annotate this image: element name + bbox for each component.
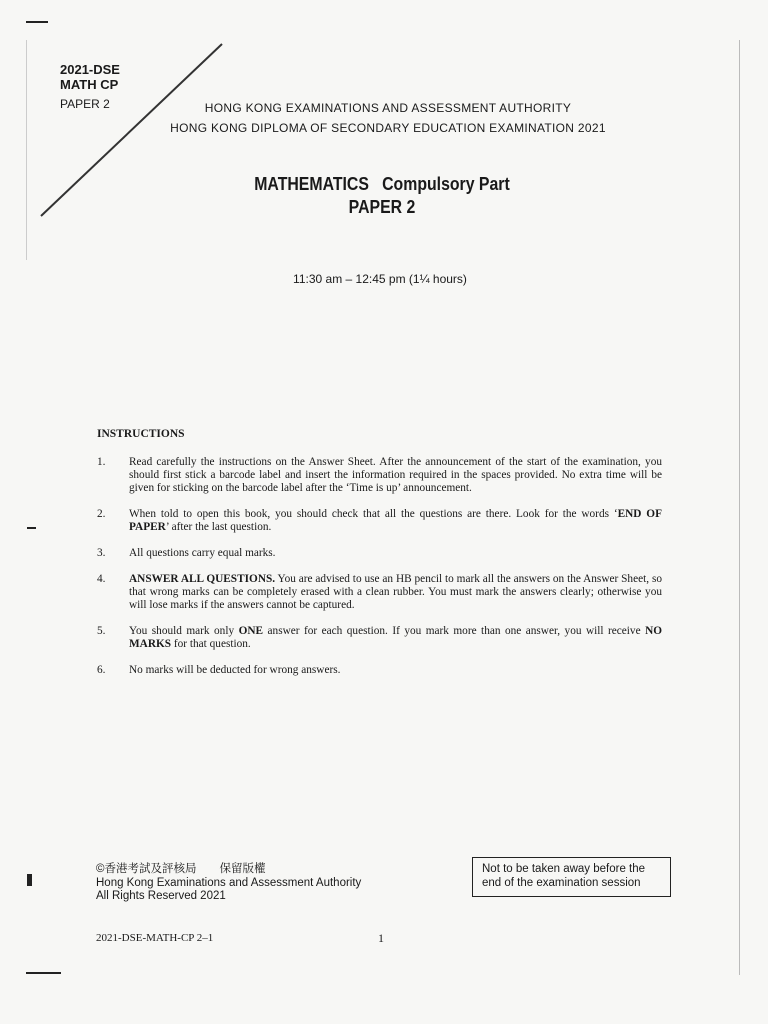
notice-line-2: end of the examination session [482, 877, 641, 889]
instruction-text-part: for that question. [171, 638, 251, 650]
instruction-item [97, 508, 662, 534]
authority-line-1: HONG KONG EXAMINATIONS AND ASSESSMENT AUTHORITY [204, 101, 572, 115]
instruction-number: 4. [97, 573, 106, 585]
instruction-number: 2. [97, 508, 106, 520]
copyright-authority: Hong Kong Examinations and Assessment Authority [96, 876, 362, 889]
instruction-text: Read carefully the instructions on the Answer Sheet. After the announcement of the start of the examination, you should first stick a barcode label and insert the information required in the spaces provided. No extra time will be given for sticking on the barcode label after the ‘Time is up’ announcement. [129, 456, 662, 494]
instruction-bold-text: NO MARKS [129, 625, 663, 650]
copyright-chinese: ©香港考試及評核局 保留版權 [96, 863, 266, 875]
instruction-number: 3. [97, 547, 106, 559]
instruction-text-part: ’ after the last question. [165, 521, 272, 533]
instruction-text [129, 625, 662, 651]
footer-paper-code: 2021-DSE-MATH-CP 2–1 [96, 932, 214, 944]
instruction-text-part: You should mark only [129, 625, 239, 637]
exam-time: 11:30 am – 12:45 pm (1¼ hours) [293, 272, 467, 286]
instruction-number: 6. [97, 664, 106, 676]
instruction-text [129, 508, 662, 534]
instruction-number: 5. [97, 625, 106, 637]
instruction-text-part: You are advised to use an HB pencil to mark all the answers on the Answer Sheet, so that wrong marks can be completely erased with a clean rubber. You must mark the answers clearly; otherwise you will lose marks if the answers cannot be captured. [129, 573, 662, 611]
paper-code: PAPER 2 [60, 97, 110, 111]
notice-line-1: Not to be taken away before the [482, 863, 646, 875]
instruction-item [97, 625, 662, 651]
instruction-bold-text: ANSWER ALL QUESTIONS. [129, 573, 276, 585]
page-title: MATHEMATICS Compulsory Part [254, 174, 510, 194]
subject-code: MATH CP [60, 77, 119, 92]
copyright-block [96, 863, 361, 904]
authority-line-2: HONG KONG DIPLOMA OF SECONDARY EDUCATION EXAMINATION 2021 [170, 121, 606, 135]
page-number: 1 [378, 931, 384, 945]
page-subtitle: PAPER 2 [348, 197, 416, 217]
instruction-item [97, 456, 662, 495]
instructions-section [97, 428, 662, 690]
instruction-bold-text: END OF PAPER [129, 508, 662, 533]
exam-code: 2021-DSE [60, 62, 120, 77]
instructions-heading: INSTRUCTIONS [97, 428, 185, 440]
notice-box [472, 857, 671, 897]
instruction-number: 1. [97, 456, 106, 468]
instruction-text [129, 573, 662, 612]
instruction-item [97, 573, 662, 612]
instruction-text-part: answer for each question. If you mark more than one answer, you will receive [263, 625, 646, 637]
instruction-text-part: When told to open this book, you should check that all the questions are there. Look for the words ‘ [129, 508, 618, 520]
instruction-item [97, 547, 662, 560]
instruction-text: All questions carry equal marks. [129, 547, 276, 559]
instruction-bold-text: ONE [238, 625, 264, 637]
instruction-item [97, 664, 662, 677]
copyright-year: All Rights Reserved 2021 [96, 890, 226, 902]
instruction-text: No marks will be deducted for wrong answers. [129, 664, 341, 676]
